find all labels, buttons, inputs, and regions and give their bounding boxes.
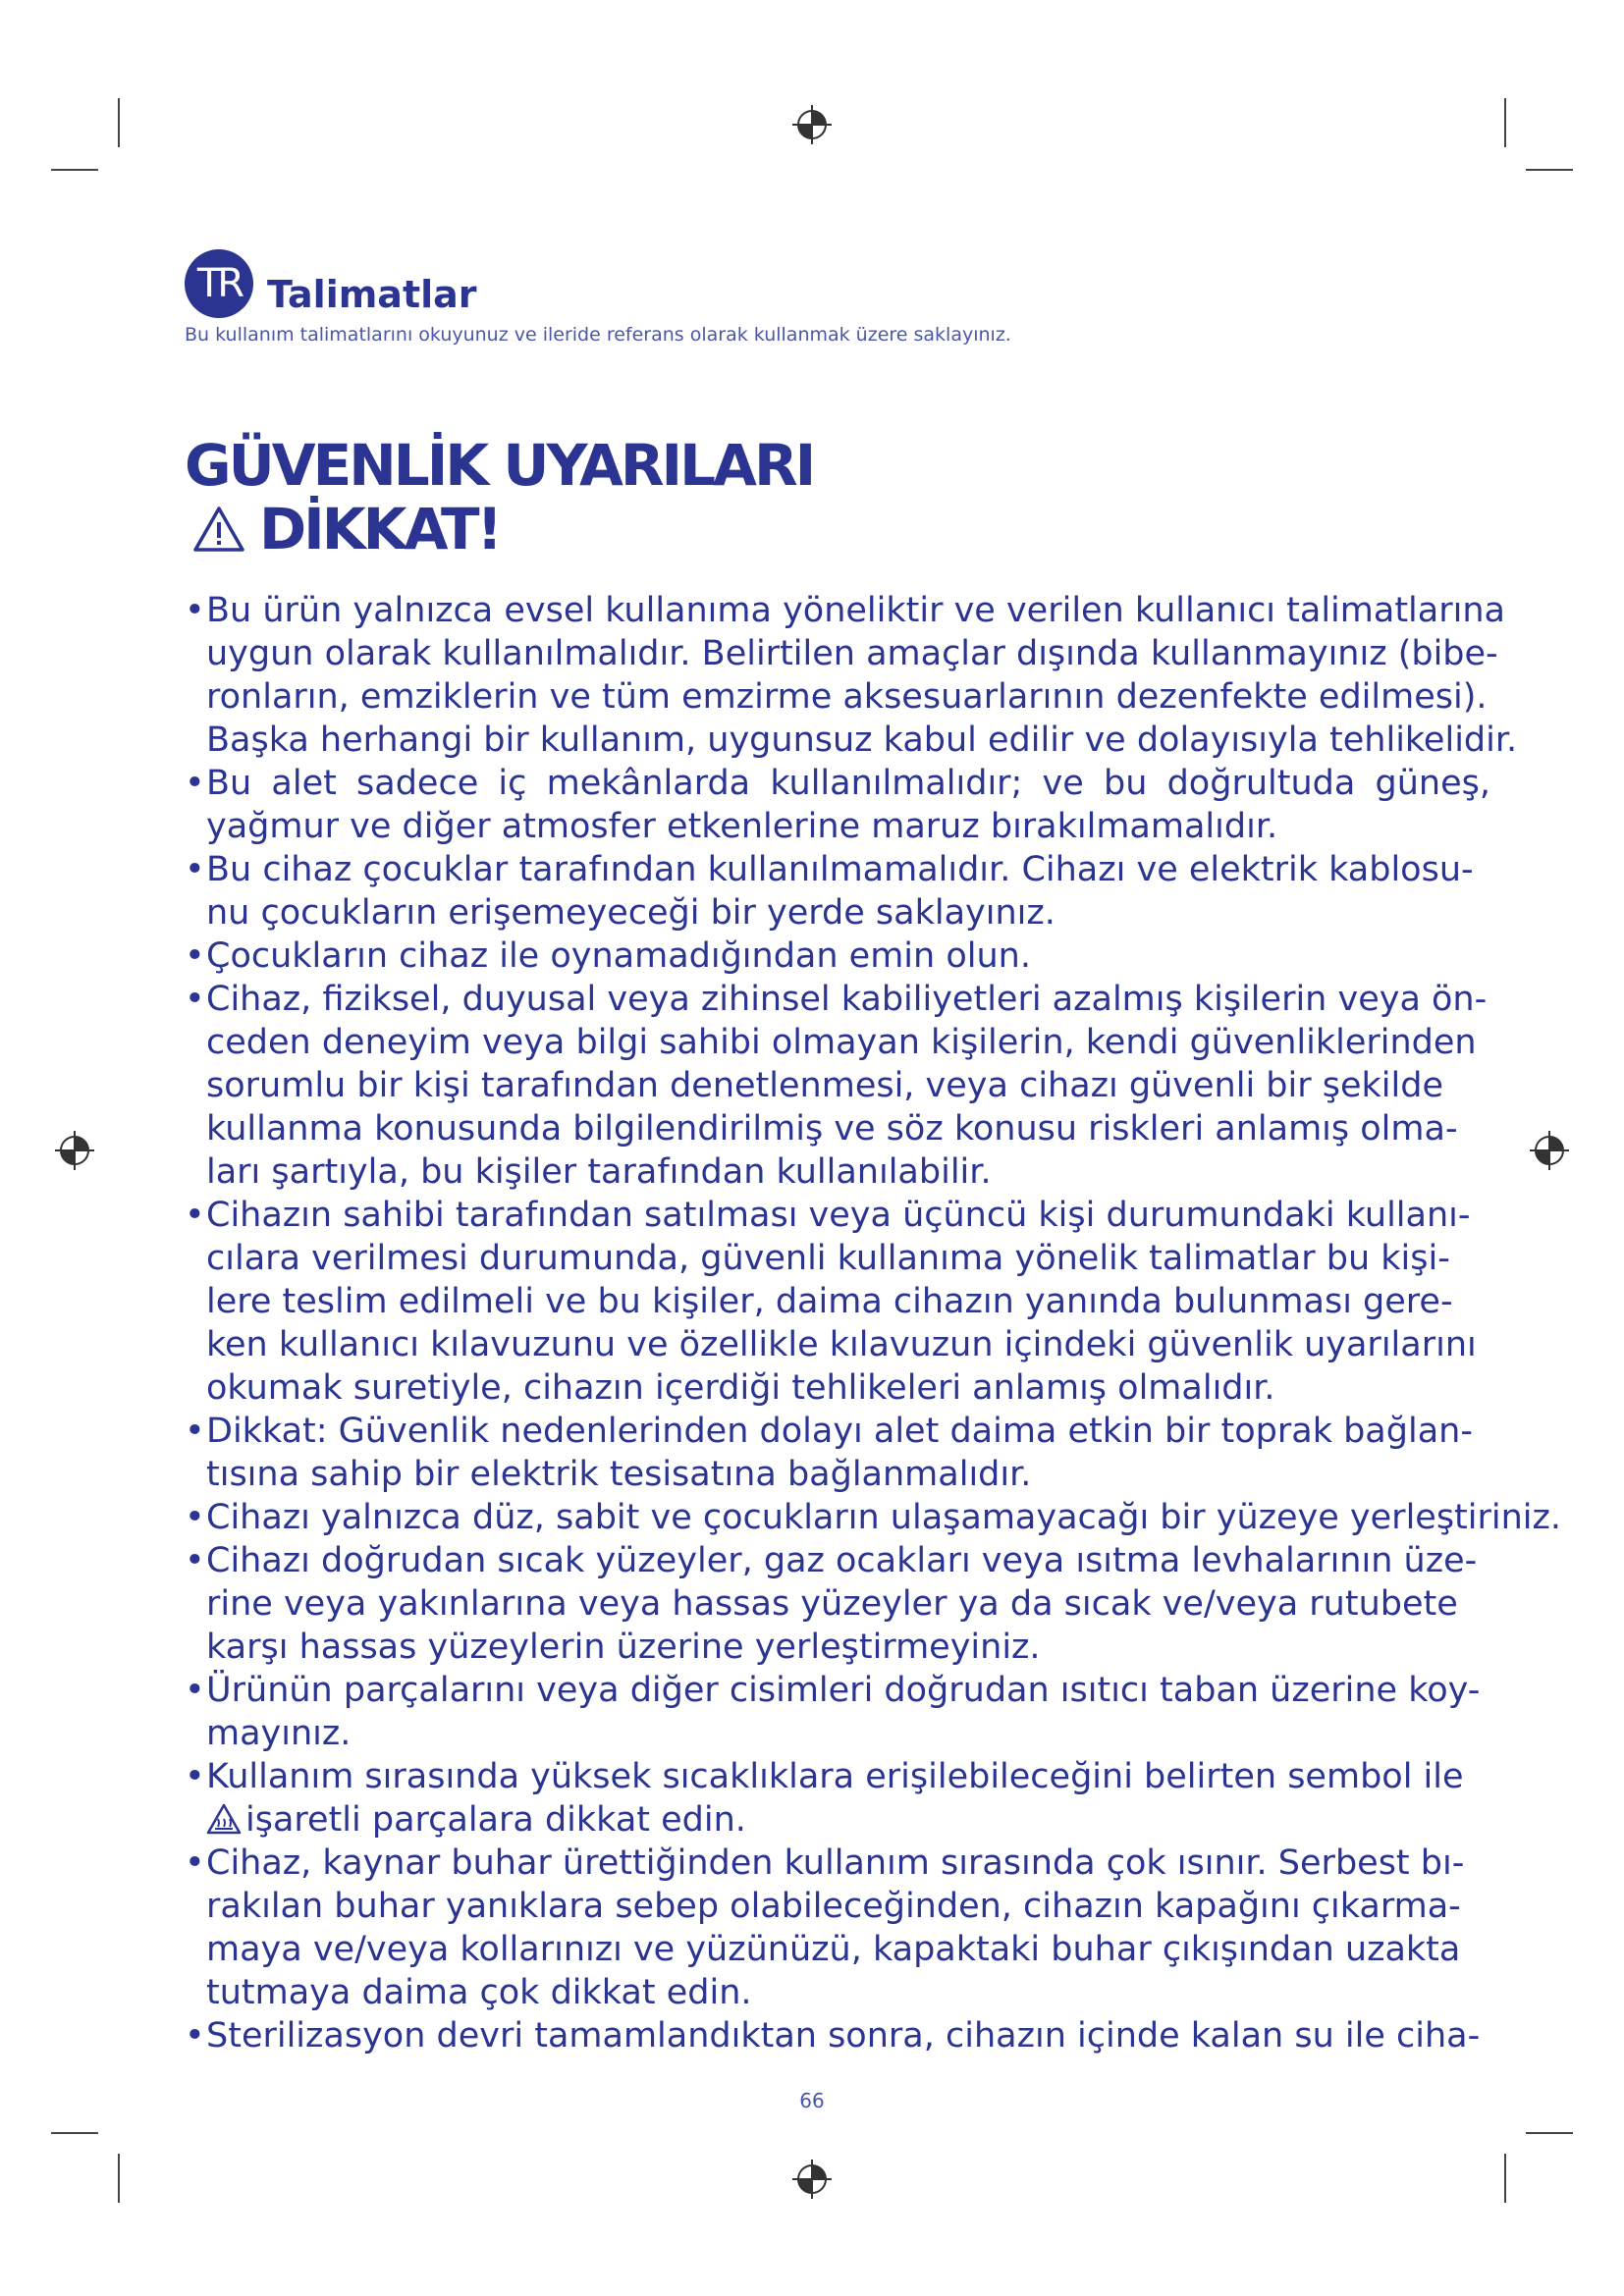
bullet-marker: • — [185, 1412, 205, 1451]
crop-mark — [51, 2132, 98, 2134]
bullet-marker: • — [185, 1843, 205, 1883]
bullet-marker: • — [185, 2016, 205, 2056]
list-item-line: Çocukların cihaz ile oynamadığından emin olun. — [206, 936, 1031, 976]
list-item — [185, 1496, 1562, 1539]
list-item-line: mayınız. — [206, 1714, 352, 1753]
language-badge: TR — [185, 249, 253, 318]
list-item — [185, 848, 1490, 934]
list-item-line: ronların, emziklerin ve tüm emzirme aksesuarlarının dezenfekte edilmesi). — [206, 677, 1488, 717]
list-item-line: Ürünün parçalarını veya diğer cisimleri doğrudan ısıtıcı taban üzerine koy- — [206, 1671, 1481, 1710]
list-item-line: Cihaz, kaynar buhar ürettiğinden kullanım sırasında çok ısınır. Serbest bı- — [206, 1843, 1465, 1883]
list-item — [185, 1842, 1490, 2014]
list-item-line: ken kullanıcı kılavuzunu ve özellikle kılavuzun içindeki güvenlik uyarılarını — [206, 1325, 1477, 1364]
crop-mark — [118, 2154, 120, 2203]
registration-mark-icon — [790, 103, 834, 146]
safety-warnings-list — [185, 589, 1562, 2057]
list-item-line: tutmaya daima çok dikkat edin. — [206, 1973, 752, 2012]
list-item-line: ları şartıyla, bu kişiler tarafından kullanılabilir. — [206, 1152, 992, 1192]
warning-heading — [192, 496, 500, 562]
list-item — [185, 1539, 1490, 1669]
header-title: Talimatlar — [267, 273, 477, 316]
list-item-line: kullanma konusunda bilgilendirilmiş ve söz konusu riskleri anlamış olma- — [206, 1109, 1458, 1148]
list-item — [185, 1194, 1490, 1410]
list-item-line — [206, 1798, 1490, 1842]
bullet-marker: • — [185, 1196, 205, 1235]
list-item-line: rakılan buhar yanıklara sebep olabileceğinden, cihazın kapağını çıkarma- — [206, 1887, 1461, 1926]
list-item-line: cılara verilmesi durumunda, güvenli kullanıma yönelik talimatlar bu kişi- — [206, 1239, 1450, 1278]
crop-mark — [1526, 2132, 1573, 2134]
bullet-marker: • — [185, 1671, 205, 1710]
list-item-line: Cihazı doğrudan sıcak yüzeyler, gaz ocakları veya ısıtma levhalarının üze- — [206, 1541, 1478, 1580]
list-item — [185, 1755, 1490, 1842]
list-item-line: sorumlu bir kişi tarafından denetlenmesi, veya cihazı güvenli bir şekilde — [206, 1066, 1443, 1105]
registration-mark-icon — [53, 1129, 96, 1172]
list-item — [185, 978, 1490, 1194]
list-item-line: Cihazı yalnızca düz, sabit ve çocukların ulaşamayacağı bir yüzeye yerleştiriniz. — [206, 1498, 1562, 1537]
warning-triangle-icon — [192, 506, 245, 553]
bullet-marker: • — [185, 1757, 205, 1796]
list-item-line: Sterilizasyon devri tamamlandıktan sonra, cihazın içinde kalan su ile ciha- — [206, 2016, 1481, 2056]
list-item-line: ceden deneyim veya bilgi sahibi olmayan kişilerin, kendi güvenliklerinden — [206, 1023, 1477, 1062]
crop-mark — [1504, 2154, 1506, 2203]
list-item — [185, 589, 1518, 762]
list-item-line: Dikkat: Güvenlik nedenlerinden dolayı alet daima etkin bir toprak bağlan- — [206, 1412, 1473, 1451]
bullet-marker: • — [185, 591, 205, 630]
crop-mark — [1504, 98, 1506, 147]
list-item-line: yağmur ve diğer atmosfer etkenlerine maruz bırakılmamalıdır. — [206, 807, 1278, 846]
warning-label: DİKKAT! — [259, 496, 501, 562]
list-item-line: okumak suretiyle, cihazın içerdiği tehlikeleri anlamış olmalıdır. — [206, 1368, 1275, 1408]
list-item-line: uygun olarak kullanılmalıdır. Belirtilen amaçlar dışında kullanmayınız (bibe- — [206, 634, 1498, 673]
list-item-line: Başka herhangi bir kullanım, uygunsuz kabul edilir ve dolayısıyla tehlikelidir. — [206, 721, 1518, 760]
bullet-marker: • — [185, 980, 205, 1019]
bullet-marker: • — [185, 1541, 205, 1580]
bullet-marker: • — [185, 850, 205, 889]
page-number: 66 — [799, 2089, 825, 2112]
list-item-line: Cihaz, fiziksel, duyusal veya zihinsel kabiliyetleri azalmış kişilerin veya ön- — [206, 980, 1488, 1019]
hot-surface-icon — [206, 1803, 242, 1835]
bullet-marker: • — [185, 1498, 205, 1537]
list-item-line: karşı hassas yüzeylerin üzerine yerleştirmeyiniz. — [206, 1628, 1041, 1667]
list-item-line: Cihazın sahibi tarafından satılması veya üçüncü kişi durumundaki kullanı- — [206, 1196, 1471, 1235]
header-subtitle: Bu kullanım talimatlarını okuyunuz ve ileride referans olarak kullanmak üzere saklayınız. — [185, 324, 1011, 346]
list-item-line: nu çocukların erişemeyeceği bir yerde saklayınız. — [206, 893, 1056, 933]
list-item — [185, 1669, 1490, 1755]
list-item — [185, 762, 1490, 848]
list-item-line: maya ve/veya kollarınızı ve yüzünüzü, kapaktaki buhar çıkışından uzakta — [206, 1930, 1461, 1969]
crop-mark — [118, 98, 120, 147]
bullet-marker: • — [185, 936, 205, 976]
registration-mark-icon — [1528, 1129, 1571, 1172]
bullet-marker: • — [185, 764, 205, 803]
list-item-line: Kullanım sırasında yüksek sıcaklıklara erişilebileceğini belirten sembol ile — [206, 1757, 1464, 1796]
crop-mark — [51, 169, 98, 171]
list-item — [185, 1410, 1490, 1496]
section-heading: GÜVENLİK UYARILARI — [185, 432, 814, 499]
list-item-line: Bu cihaz çocuklar tarafından kullanılmamalıdır. Cihazı ve elektrik kablosu- — [206, 850, 1474, 889]
list-item-line: lere teslim edilmeli ve bu kişiler, daima cihazın yanında bulunması gere- — [206, 1282, 1453, 1321]
list-item — [185, 934, 1490, 978]
list-item-line: Bu alet sadece iç mekânlarda kullanılmalıdır; ve bu doğrultuda güneş, — [206, 764, 1490, 803]
list-item-line: tısına sahip bir elektrik tesisatına bağlanmalıdır. — [206, 1455, 1032, 1494]
list-item-text: işaretli parçalara dikkat edin. — [245, 1800, 746, 1840]
list-item-line: Bu ürün yalnızca evsel kullanıma yöneliktir ve verilen kullanıcı talimatlarına — [206, 591, 1505, 630]
registration-mark-icon — [790, 2158, 834, 2201]
list-item-line: rine veya yakınlarına veya hassas yüzeyler ya da sıcak ve/veya rutubete — [206, 1584, 1458, 1624]
list-item — [185, 2014, 1490, 2057]
crop-mark — [1526, 169, 1573, 171]
